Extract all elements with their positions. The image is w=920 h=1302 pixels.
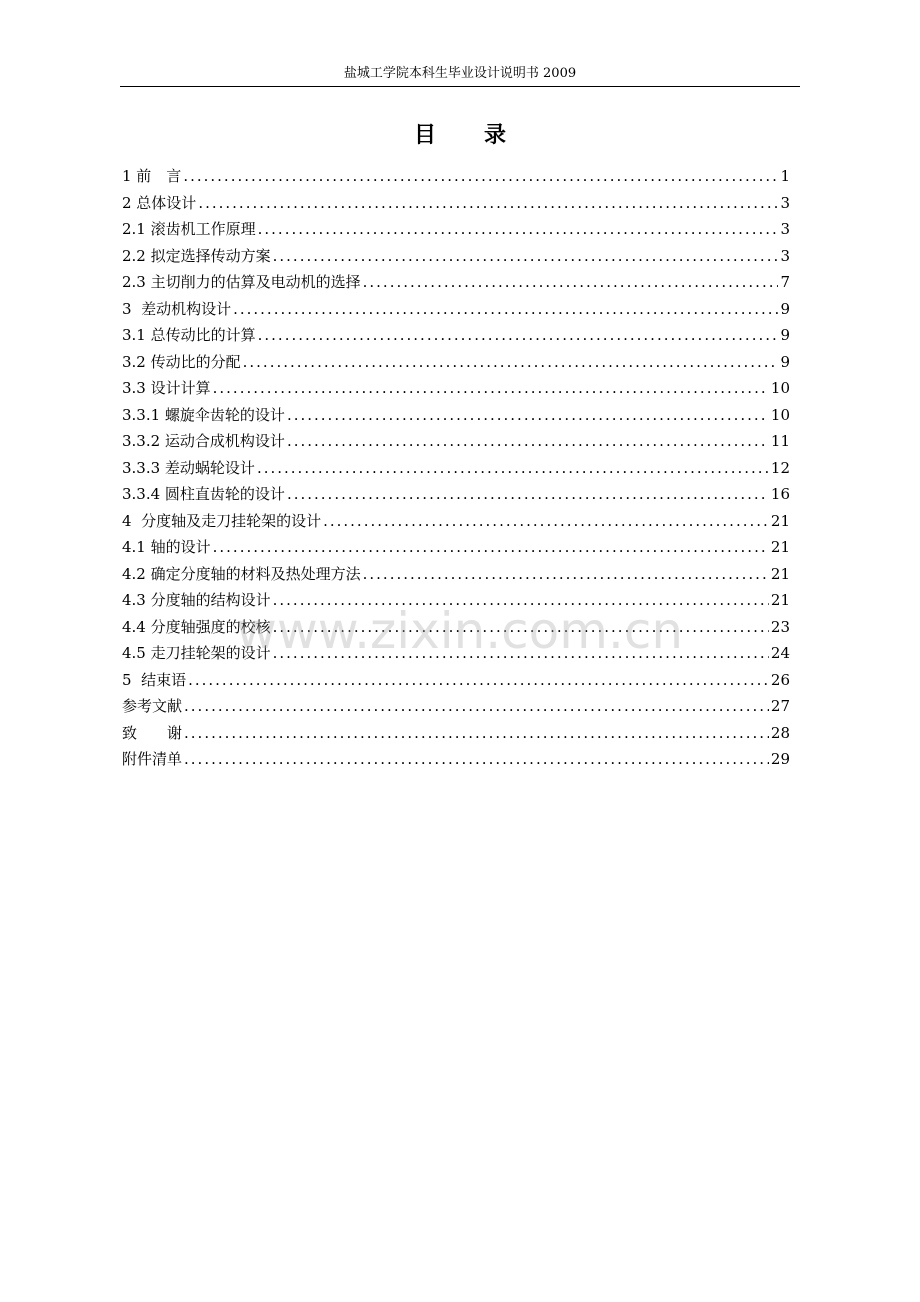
toc-entry-label: 3 差动机构设计	[122, 299, 232, 318]
toc-entry[interactable]	[122, 243, 790, 270]
toc-dot-leader	[258, 322, 779, 349]
toc-entry[interactable]	[122, 455, 790, 482]
toc-entry-page: 3	[780, 246, 790, 265]
toc-dot-leader	[188, 667, 769, 694]
toc-entry-page: 3	[780, 193, 790, 212]
toc-entry[interactable]	[122, 640, 790, 667]
toc-dot-leader	[287, 428, 769, 455]
toc-entry-page: 1	[780, 167, 790, 185]
toc-entry[interactable]	[122, 402, 790, 429]
toc-entry[interactable]	[122, 269, 790, 296]
toc-dot-leader	[198, 190, 778, 217]
toc-entry-page: 9	[780, 352, 790, 371]
toc-entry-label: 2.2 拟定选择传动方案	[122, 246, 271, 265]
toc-entry-page: 11	[770, 432, 790, 450]
toc-entry[interactable]	[122, 481, 790, 508]
toc-entry-page: 7	[780, 273, 790, 291]
toc-dot-leader	[273, 587, 769, 614]
toc-entry-label: 2 总体设计	[122, 193, 197, 212]
toc-dot-leader	[183, 163, 778, 190]
toc-entry[interactable]	[122, 534, 790, 561]
toc-entry[interactable]	[122, 667, 790, 694]
toc-entry-label: 2.1 滚齿机工作原理	[122, 220, 256, 238]
toc-dot-leader	[213, 375, 769, 402]
toc-entry-page: 9	[780, 326, 790, 344]
toc-entry-page: 27	[770, 697, 790, 715]
toc-entry-label: 4.2 确定分度轴的材料及热处理方法	[122, 564, 361, 583]
toc-entry[interactable]	[122, 375, 790, 402]
toc-entry-page: 10	[770, 405, 790, 424]
toc-dot-leader	[273, 614, 769, 641]
toc-dot-leader	[184, 746, 769, 773]
watermark: www.zixin.com.cn	[236, 602, 684, 660]
toc-entry[interactable]	[122, 746, 790, 773]
toc-dot-leader	[184, 720, 769, 747]
toc-entry-page: 21	[770, 564, 790, 583]
toc-dot-leader	[363, 561, 769, 588]
toc-entry[interactable]	[122, 216, 790, 243]
toc-dot-leader	[287, 402, 769, 429]
toc-dot-leader	[258, 216, 779, 243]
toc-dot-leader	[213, 534, 769, 561]
toc-entry[interactable]	[122, 163, 790, 190]
toc-entry-label: 3.3 设计计算	[122, 379, 211, 397]
toc-entry[interactable]	[122, 322, 790, 349]
toc-entry-label: 1 前 言	[122, 167, 182, 185]
toc-entry-page: 9	[780, 299, 790, 318]
toc-entry-label: 4.4 分度轴强度的校核	[122, 617, 271, 636]
toc-entry-label: 4.3 分度轴的结构设计	[122, 591, 271, 609]
toc-entry[interactable]	[122, 587, 790, 614]
toc-entry-page: 23	[770, 617, 790, 636]
toc-entry-label: 5 结束语	[122, 670, 187, 689]
toc-entry-label: 3.2 传动比的分配	[122, 352, 241, 371]
table-of-contents	[122, 163, 790, 773]
toc-entry-label: 4.1 轴的设计	[122, 538, 211, 556]
toc-entry-label: 2.3 主切削力的估算及电动机的选择	[122, 273, 361, 291]
toc-entry-page: 28	[770, 723, 790, 742]
toc-dot-leader	[287, 481, 769, 508]
toc-dot-leader	[184, 693, 769, 720]
toc-entry-page: 21	[770, 511, 790, 530]
toc-dot-leader	[323, 508, 769, 535]
toc-entry[interactable]	[122, 720, 790, 747]
toc-entry[interactable]	[122, 508, 790, 535]
toc-entry-label: 4 分度轴及走刀挂轮架的设计	[122, 511, 322, 530]
toc-entry-label: 参考文献	[122, 697, 183, 715]
toc-entry-label: 致 谢	[122, 723, 183, 742]
toc-dot-leader	[273, 640, 769, 667]
toc-entry-label: 3.3.2 运动合成机构设计	[122, 432, 285, 450]
toc-entry-page: 3	[780, 220, 790, 238]
page-title: 目录	[413, 123, 554, 148]
toc-entry-label: 3.1 总传动比的计算	[122, 326, 256, 344]
toc-dot-leader	[257, 455, 769, 482]
toc-entry-page: 16	[770, 485, 790, 503]
toc-entry-page: 10	[770, 379, 790, 397]
toc-entry[interactable]	[122, 614, 790, 641]
toc-entry[interactable]	[122, 561, 790, 588]
toc-entry-label: 附件清单	[122, 750, 183, 768]
toc-dot-leader	[273, 243, 779, 270]
toc-entry-label: 4.5 走刀挂轮架的设计	[122, 644, 271, 662]
toc-entry-label: 3.3.1 螺旋伞齿轮的设计	[122, 405, 285, 424]
toc-entry-page: 29	[770, 750, 790, 768]
toc-entry-page: 12	[770, 458, 790, 477]
toc-entry-page: 26	[770, 670, 790, 689]
toc-entry[interactable]	[122, 693, 790, 720]
toc-entry-page: 24	[770, 644, 790, 662]
toc-entry[interactable]	[122, 349, 790, 376]
header-text: 盐城工学院本科生毕业设计说明书 2009	[343, 66, 577, 81]
toc-dot-leader	[233, 296, 778, 323]
toc-entry-page: 21	[770, 591, 790, 609]
toc-entry[interactable]	[122, 428, 790, 455]
toc-entry[interactable]	[122, 296, 790, 323]
toc-dot-leader	[243, 349, 779, 376]
toc-entry-label: 3.3.3 差动蜗轮设计	[122, 458, 255, 477]
page-header	[120, 64, 800, 87]
toc-dot-leader	[363, 269, 779, 296]
toc-entry-page: 21	[770, 538, 790, 556]
toc-entry[interactable]	[122, 190, 790, 217]
toc-entry-label: 3.3.4 圆柱直齿轮的设计	[122, 485, 285, 503]
